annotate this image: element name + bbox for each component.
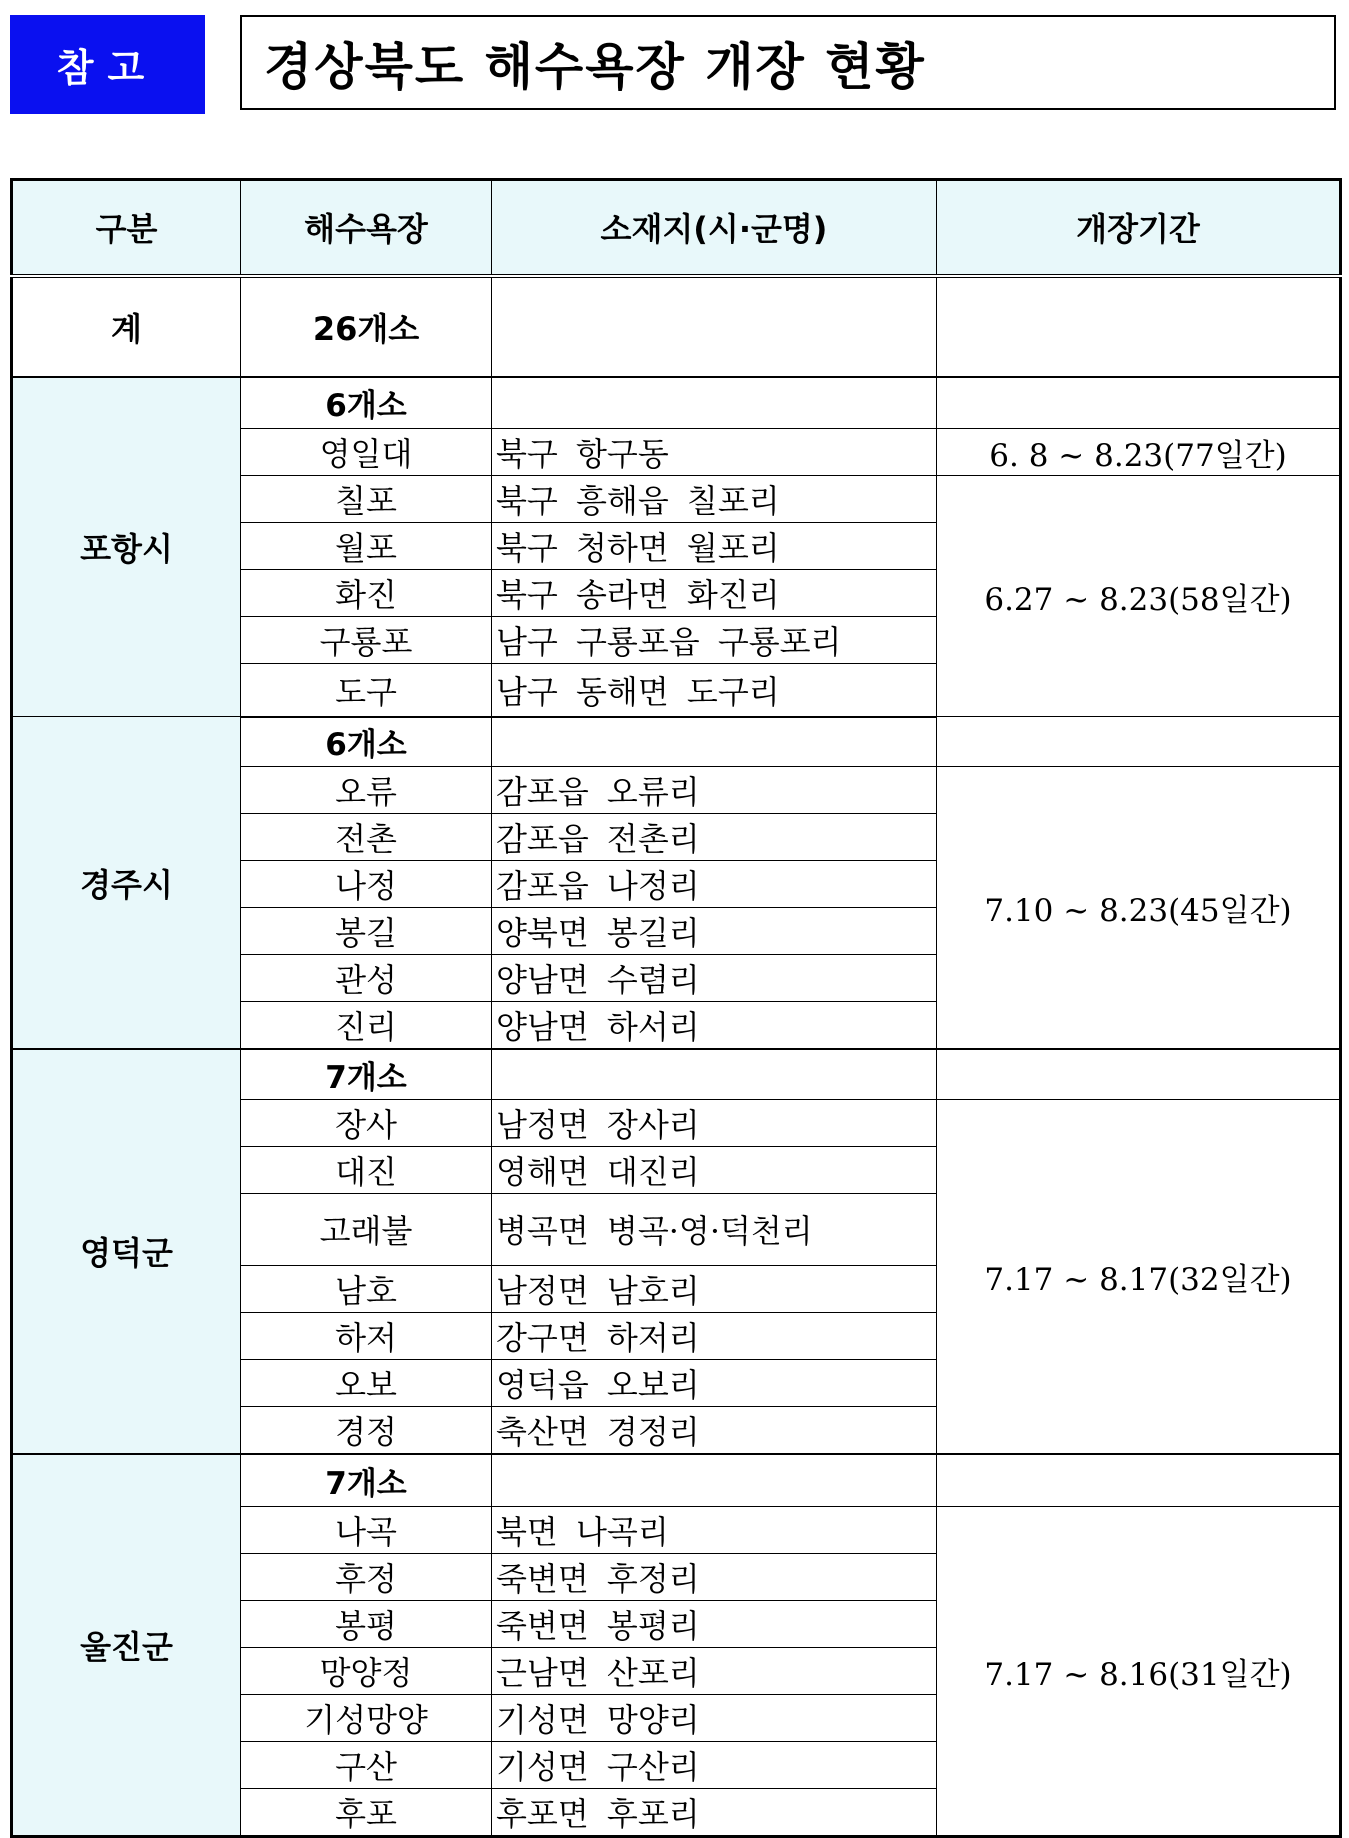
col-header-beach: 해수욕장 <box>241 180 492 276</box>
col-header-category: 구분 <box>12 180 241 276</box>
beach-location: 죽변면 봉평리 <box>492 1601 937 1648</box>
beach-name: 후정 <box>241 1554 492 1601</box>
total-row <box>12 276 1341 377</box>
beach-location: 북구 송라면 화진리 <box>492 570 937 617</box>
beach-location: 기성면 구산리 <box>492 1742 937 1789</box>
region-gyeongju: 경주시 <box>12 717 241 1050</box>
empty-cell <box>492 717 937 767</box>
group-count: 6개소 <box>241 377 492 429</box>
beach-name: 장사 <box>241 1099 492 1146</box>
beach-name: 망양정 <box>241 1648 492 1695</box>
beach-name: 관성 <box>241 955 492 1002</box>
beach-name: 고래불 <box>241 1193 492 1265</box>
beach-location: 기성면 망양리 <box>492 1695 937 1742</box>
beach-name: 대진 <box>241 1146 492 1193</box>
beach-name: 남호 <box>241 1265 492 1312</box>
beach-location: 남구 동해면 도구리 <box>492 664 937 717</box>
total-label: 계 <box>12 276 241 377</box>
empty-cell <box>492 1454 937 1507</box>
table-header-row <box>12 180 1341 276</box>
reference-badge: 참고 <box>10 15 205 114</box>
group-count-row <box>12 717 1341 767</box>
open-period: 7.10 ~ 8.23(45일간) <box>937 767 1341 1050</box>
empty-cell <box>492 276 937 377</box>
beach-name: 후포 <box>241 1789 492 1837</box>
open-period: 6. 8 ~ 8.23(77일간) <box>937 429 1341 476</box>
beach-name: 화진 <box>241 570 492 617</box>
beach-location: 북구 흥해읍 칠포리 <box>492 476 937 523</box>
empty-cell <box>492 377 937 429</box>
group-count-row <box>12 1454 1341 1507</box>
empty-cell <box>937 717 1341 767</box>
open-period: 6.27 ~ 8.23(58일간) <box>937 476 1341 717</box>
beach-location: 남정면 남호리 <box>492 1265 937 1312</box>
empty-cell <box>937 1454 1341 1507</box>
beach-name: 오보 <box>241 1359 492 1406</box>
region-yeongdeok: 영덕군 <box>12 1049 241 1454</box>
beach-location: 양북면 봉길리 <box>492 908 937 955</box>
beach-location: 병곡면 병곡·영·덕천리 <box>492 1193 937 1265</box>
beach-location: 근남면 산포리 <box>492 1648 937 1695</box>
group-count: 7개소 <box>241 1049 492 1099</box>
empty-cell <box>937 276 1341 377</box>
beach-location: 북구 항구동 <box>492 429 937 476</box>
beach-table <box>10 178 1342 1838</box>
beach-location: 감포읍 나정리 <box>492 861 937 908</box>
beach-name: 봉평 <box>241 1601 492 1648</box>
beach-name: 전촌 <box>241 814 492 861</box>
empty-cell <box>937 377 1341 429</box>
beach-location: 후포면 후포리 <box>492 1789 937 1837</box>
beach-name: 봉길 <box>241 908 492 955</box>
group-count: 7개소 <box>241 1454 492 1507</box>
beach-location: 남정면 장사리 <box>492 1099 937 1146</box>
beach-name: 하저 <box>241 1312 492 1359</box>
beach-location: 영해면 대진리 <box>492 1146 937 1193</box>
beach-name: 기성망양 <box>241 1695 492 1742</box>
beach-location: 영덕읍 오보리 <box>492 1359 937 1406</box>
beach-name: 진리 <box>241 1002 492 1050</box>
beach-name: 도구 <box>241 664 492 717</box>
beach-name: 월포 <box>241 523 492 570</box>
beach-name: 구산 <box>241 1742 492 1789</box>
group-count-row <box>12 377 1341 429</box>
beach-name: 나곡 <box>241 1507 492 1554</box>
beach-location: 강구면 하저리 <box>492 1312 937 1359</box>
region-pohang: 포항시 <box>12 377 241 717</box>
group-count-row <box>12 1049 1341 1099</box>
beach-location: 양남면 수렴리 <box>492 955 937 1002</box>
group-count: 6개소 <box>241 717 492 767</box>
region-uljin: 울진군 <box>12 1454 241 1837</box>
beach-name: 칠포 <box>241 476 492 523</box>
beach-location: 감포읍 전촌리 <box>492 814 937 861</box>
beach-location: 감포읍 오류리 <box>492 767 937 814</box>
beach-name: 영일대 <box>241 429 492 476</box>
open-period: 7.17 ~ 8.16(31일간) <box>937 1507 1341 1837</box>
empty-cell <box>492 1049 937 1099</box>
beach-location: 북면 나곡리 <box>492 1507 937 1554</box>
beach-name: 경정 <box>241 1406 492 1454</box>
total-count: 26개소 <box>241 276 492 377</box>
beach-location: 축산면 경정리 <box>492 1406 937 1454</box>
beach-name: 오류 <box>241 767 492 814</box>
beach-name: 나정 <box>241 861 492 908</box>
open-period: 7.17 ~ 8.17(32일간) <box>937 1099 1341 1454</box>
col-header-period: 개장기간 <box>937 180 1341 276</box>
beach-name: 구룡포 <box>241 617 492 664</box>
empty-cell <box>937 1049 1341 1099</box>
beach-location: 남구 구룡포읍 구룡포리 <box>492 617 937 664</box>
beach-location: 죽변면 후정리 <box>492 1554 937 1601</box>
beach-location: 북구 청하면 월포리 <box>492 523 937 570</box>
col-header-location: 소재지(시·군명) <box>492 180 937 276</box>
page-title: 경상북도 해수욕장 개장 현황 <box>240 15 1336 110</box>
beach-location: 양남면 하서리 <box>492 1002 937 1050</box>
